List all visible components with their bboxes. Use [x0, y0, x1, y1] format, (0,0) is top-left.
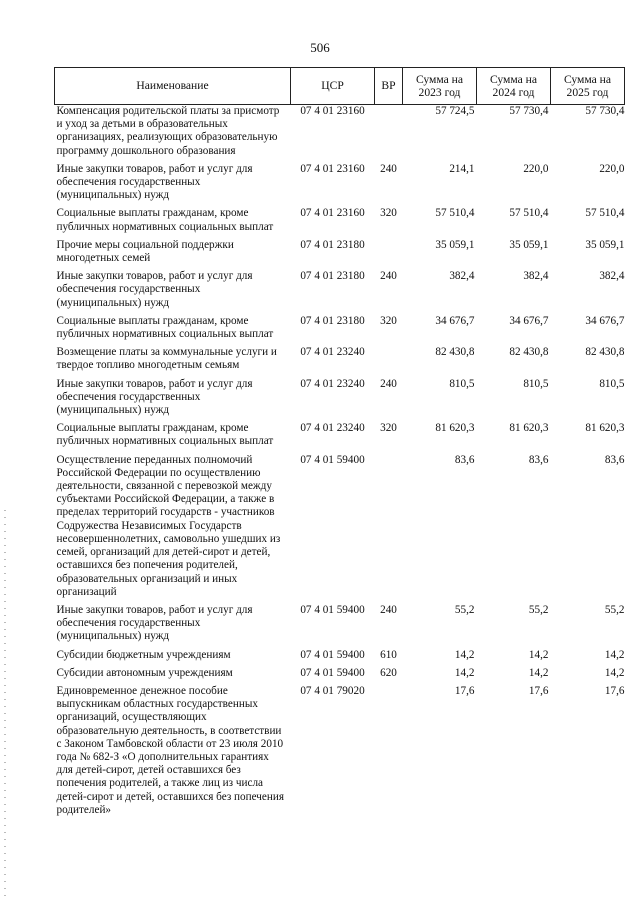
cell-vr: 320 — [380, 314, 397, 327]
cell-name: Социальные выплаты гражданам, кроме публичных нормативных социальных выплат — [56, 207, 274, 233]
cell-sum-2024: 82 430,8 — [509, 346, 549, 359]
table-row — [55, 667, 625, 685]
cell-sum-2025: 14,2 — [604, 648, 625, 661]
table-row — [55, 454, 625, 604]
cell-vr — [375, 454, 403, 604]
cell-sum-2025: 35 059,1 — [585, 238, 625, 251]
cell-csr: 07 4 01 23240 — [300, 422, 365, 435]
cell-name: Прочие меры социальной поддержки многодетных семей — [56, 238, 234, 265]
cell-name: Иные закупки товаров, работ и услуг для обеспечения государственных (муниципальных) нужд — [56, 603, 253, 643]
cell-csr: 07 4 01 59400 — [300, 666, 365, 679]
table-row — [55, 649, 625, 667]
cell-sum-2024: 14,2 — [528, 648, 549, 661]
cell-sum-2024: 55,2 — [528, 603, 549, 616]
cell-vr — [375, 239, 403, 270]
scan-edge-marks — [4, 510, 6, 900]
cell-vr: 610 — [380, 648, 397, 661]
table-row — [55, 422, 625, 453]
cell-vr — [375, 685, 403, 822]
cell-sum-2025: 220,0 — [599, 162, 625, 175]
cell-csr: 07 4 01 59400 — [300, 648, 365, 661]
table-row — [55, 604, 625, 649]
cell-sum-2025: 17,6 — [604, 684, 625, 697]
cell-sum-2023: 14,2 — [454, 666, 475, 679]
cell-csr: 07 4 01 23240 — [300, 377, 365, 390]
cell-name: Осуществление переданных полномочий Российской Федерации по осуществлению деятельности, связанной с перевозкой между субъектами Российской Федерации, а также в пределах территорий государств - участников Содружества Независимых Государств несовершеннолетних, самовольно ушедших из семей, организаций для детей-сирот и детей, оставшихся без попечения родителей, образовательных организаций и иных организаций — [56, 453, 281, 598]
cell-vr: 240 — [380, 377, 397, 390]
table-body — [55, 105, 625, 822]
cell-sum-2023: 35 059,1 — [435, 238, 475, 251]
cell-sum-2025: 14,2 — [604, 666, 625, 679]
cell-sum-2024: 35 059,1 — [509, 238, 549, 251]
table-row — [55, 207, 625, 238]
header-sum-2023: Сумма на 2023 год — [403, 68, 477, 105]
cell-sum-2025: 55,2 — [604, 603, 625, 616]
cell-sum-2024: 17,6 — [528, 684, 549, 697]
cell-sum-2023: 83,6 — [454, 453, 475, 466]
cell-sum-2023: 82 430,8 — [435, 346, 475, 359]
cell-sum-2024: 57 730,4 — [509, 105, 549, 117]
cell-vr: 240 — [380, 270, 397, 283]
header-name: Наименование — [55, 68, 291, 105]
cell-name: Иные закупки товаров, работ и услуг для обеспечения государственных (муниципальных) нужд — [56, 377, 253, 417]
cell-sum-2025: 34 676,7 — [585, 314, 625, 327]
table-row — [55, 378, 625, 423]
page-number: 506 — [310, 40, 330, 55]
header-sum-2025: Сумма на 2025 год — [551, 68, 625, 105]
cell-csr: 07 4 01 59400 — [300, 453, 365, 466]
cell-name: Субсидии автономным учреждениям — [56, 666, 233, 679]
cell-name: Единовременное денежное пособие выпускникам областных государственных организаций, осуществляющих образовательную деятельность, в соответствии с Законом Тамбовской области от 23 июля 2010 года № 682-З «О дополнительных гарантиях для детей-сирот, детей оставшихся без попечения родителей, а также лиц из числа детей-сирот и детей, оставшихся без попечения родителей» — [56, 684, 285, 816]
cell-sum-2025: 57 730,4 — [585, 105, 625, 117]
cell-sum-2023: 81 620,3 — [435, 422, 475, 435]
cell-vr: 620 — [380, 666, 397, 679]
table-row — [55, 685, 625, 822]
cell-sum-2025: 382,4 — [599, 270, 625, 283]
cell-sum-2024: 382,4 — [523, 270, 549, 283]
cell-name: Иные закупки товаров, работ и услуг для обеспечения государственных (муниципальных) нужд — [56, 270, 253, 309]
cell-vr: 240 — [380, 162, 397, 175]
cell-sum-2023: 382,4 — [449, 270, 475, 283]
cell-name: Возмещение платы за коммунальные услуги и твердое топливо многодетным семьям — [56, 346, 277, 372]
cell-sum-2023: 57 510,4 — [435, 207, 475, 220]
cell-name: Компенсация родительской платы за присмотр и уход за детьми в образовательных организациях, реализующих образовательную программу дошкольного образования — [56, 105, 280, 157]
cell-sum-2023: 57 724,5 — [435, 105, 475, 117]
cell-csr: 07 4 01 23240 — [300, 346, 365, 359]
cell-vr: 320 — [380, 422, 397, 435]
cell-csr: 07 4 01 23160 — [300, 162, 365, 175]
cell-sum-2023: 214,1 — [449, 162, 475, 175]
cell-sum-2023: 810,5 — [449, 377, 475, 390]
cell-sum-2023: 17,6 — [454, 684, 475, 697]
cell-sum-2024: 220,0 — [523, 162, 549, 175]
cell-sum-2025: 81 620,3 — [585, 422, 625, 435]
cell-vr — [375, 346, 403, 377]
cell-sum-2025: 57 510,4 — [585, 207, 625, 220]
cell-name: Иные закупки товаров, работ и услуг для обеспечения государственных (муниципальных) нужд — [56, 162, 253, 202]
cell-sum-2024: 81 620,3 — [509, 422, 549, 435]
budget-table — [54, 67, 625, 822]
header-csr: ЦСР — [291, 68, 375, 105]
table-row — [55, 315, 625, 346]
table-row — [55, 105, 625, 163]
cell-sum-2023: 34 676,7 — [435, 314, 475, 327]
cell-name: Социальные выплаты гражданам, кроме публичных нормативных социальных выплат — [56, 314, 274, 341]
table-row — [55, 239, 625, 270]
table-header — [55, 68, 625, 105]
cell-sum-2023: 14,2 — [454, 648, 475, 661]
cell-sum-2023: 55,2 — [454, 603, 475, 616]
cell-csr: 07 4 01 23180 — [300, 314, 365, 327]
table-row — [55, 346, 625, 377]
table-row — [55, 163, 625, 208]
cell-csr: 07 4 01 23160 — [300, 207, 365, 220]
header-vr: ВР — [375, 68, 403, 105]
cell-sum-2025: 810,5 — [599, 377, 625, 390]
table-row — [55, 270, 625, 315]
cell-csr: 07 4 01 79020 — [300, 684, 365, 697]
cell-sum-2024: 57 510,4 — [509, 207, 549, 220]
cell-sum-2025: 83,6 — [604, 453, 625, 466]
cell-vr — [375, 105, 403, 163]
cell-csr: 07 4 01 23160 — [300, 105, 365, 117]
cell-name: Субсидии бюджетным учреждениям — [56, 648, 231, 661]
cell-csr: 07 4 01 59400 — [300, 603, 365, 616]
cell-sum-2024: 810,5 — [523, 377, 549, 390]
cell-csr: 07 4 01 23180 — [300, 270, 365, 283]
header-sum-2024: Сумма на 2024 год — [477, 68, 551, 105]
cell-sum-2024: 14,2 — [528, 666, 549, 679]
cell-vr: 240 — [380, 603, 397, 616]
cell-sum-2025: 82 430,8 — [585, 346, 625, 359]
cell-sum-2024: 83,6 — [528, 453, 549, 466]
cell-csr: 07 4 01 23180 — [300, 238, 365, 251]
cell-vr: 320 — [380, 207, 397, 220]
cell-name: Социальные выплаты гражданам, кроме публичных нормативных социальных выплат — [56, 422, 274, 448]
cell-sum-2024: 34 676,7 — [509, 314, 549, 327]
